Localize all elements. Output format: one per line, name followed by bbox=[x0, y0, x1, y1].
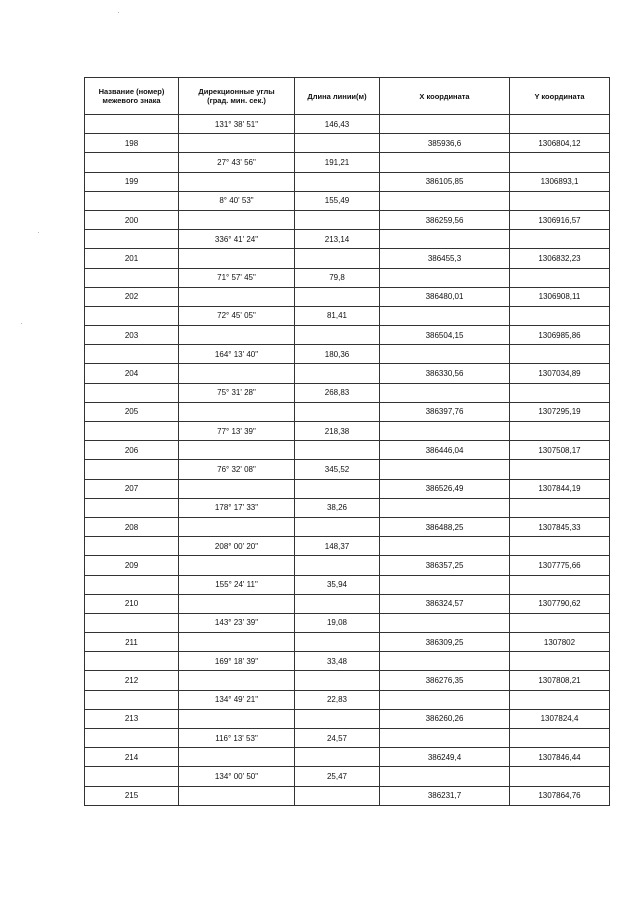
length-cell: 79,8 bbox=[295, 268, 380, 287]
length-cell bbox=[295, 748, 380, 767]
header-y-coordinate: Y координата bbox=[510, 78, 610, 115]
segment-row bbox=[85, 383, 610, 402]
angle-cell bbox=[179, 786, 295, 805]
point-name-cell: 208 bbox=[85, 517, 179, 536]
x-coordinate-cell: 386526,49 bbox=[380, 479, 510, 498]
angle-cell bbox=[179, 249, 295, 268]
scan-speck bbox=[118, 12, 119, 13]
x-coordinate-cell bbox=[380, 575, 510, 594]
x-coordinate-cell bbox=[380, 422, 510, 441]
length-cell bbox=[295, 249, 380, 268]
y-coordinate-cell bbox=[510, 115, 610, 134]
segment-row bbox=[85, 729, 610, 748]
x-coordinate-cell bbox=[380, 460, 510, 479]
x-coordinate-cell: 386504,15 bbox=[380, 326, 510, 345]
angle-cell: 169° 18' 39" bbox=[179, 652, 295, 671]
y-coordinate-cell: 1306916,57 bbox=[510, 210, 610, 229]
y-coordinate-cell bbox=[510, 729, 610, 748]
y-coordinate-cell: 1307802 bbox=[510, 633, 610, 652]
angle-cell: 27° 43' 56" bbox=[179, 153, 295, 172]
point-name-cell: 206 bbox=[85, 441, 179, 460]
segment-row bbox=[85, 115, 610, 134]
length-cell bbox=[295, 594, 380, 613]
y-coordinate-cell: 1307808,21 bbox=[510, 671, 610, 690]
x-coordinate-cell bbox=[380, 729, 510, 748]
point-name-cell bbox=[85, 498, 179, 517]
y-coordinate-cell: 1307864,76 bbox=[510, 786, 610, 805]
x-coordinate-cell bbox=[380, 498, 510, 517]
point-row bbox=[85, 479, 610, 498]
angle-cell bbox=[179, 210, 295, 229]
y-coordinate-cell bbox=[510, 422, 610, 441]
length-cell: 213,14 bbox=[295, 230, 380, 249]
x-coordinate-cell: 386231,7 bbox=[380, 786, 510, 805]
point-name-cell bbox=[85, 383, 179, 402]
y-coordinate-cell bbox=[510, 306, 610, 325]
length-cell bbox=[295, 786, 380, 805]
length-cell: 268,83 bbox=[295, 383, 380, 402]
length-cell: 81,41 bbox=[295, 306, 380, 325]
point-name-cell: 212 bbox=[85, 671, 179, 690]
angle-cell bbox=[179, 402, 295, 421]
y-coordinate-cell bbox=[510, 613, 610, 632]
point-name-cell: 204 bbox=[85, 364, 179, 383]
y-coordinate-cell bbox=[510, 537, 610, 556]
point-name-cell bbox=[85, 422, 179, 441]
angle-cell: 134° 49' 21" bbox=[179, 690, 295, 709]
y-coordinate-cell bbox=[510, 498, 610, 517]
y-coordinate-cell: 1307844,19 bbox=[510, 479, 610, 498]
angle-cell: 164° 13' 40" bbox=[179, 345, 295, 364]
segment-row bbox=[85, 613, 610, 632]
length-cell: 146,43 bbox=[295, 115, 380, 134]
point-row bbox=[85, 633, 610, 652]
segment-row bbox=[85, 345, 610, 364]
x-coordinate-cell: 386330,56 bbox=[380, 364, 510, 383]
angle-cell: 143° 23' 39" bbox=[179, 613, 295, 632]
angle-cell: 131° 38' 51" bbox=[179, 115, 295, 134]
length-cell bbox=[295, 556, 380, 575]
point-row bbox=[85, 210, 610, 229]
length-cell bbox=[295, 517, 380, 536]
length-cell: 19,08 bbox=[295, 613, 380, 632]
y-coordinate-cell: 1307846,44 bbox=[510, 748, 610, 767]
y-coordinate-cell bbox=[510, 460, 610, 479]
length-cell bbox=[295, 441, 380, 460]
x-coordinate-cell: 386259,56 bbox=[380, 210, 510, 229]
x-coordinate-cell bbox=[380, 767, 510, 786]
segment-row bbox=[85, 191, 610, 210]
angle-cell bbox=[179, 326, 295, 345]
angle-cell bbox=[179, 556, 295, 575]
length-cell: 148,37 bbox=[295, 537, 380, 556]
y-coordinate-cell bbox=[510, 268, 610, 287]
point-name-cell bbox=[85, 115, 179, 134]
y-coordinate-cell bbox=[510, 383, 610, 402]
angle-cell bbox=[179, 748, 295, 767]
angle-cell bbox=[179, 517, 295, 536]
point-name-cell: 199 bbox=[85, 172, 179, 191]
angle-cell bbox=[179, 594, 295, 613]
point-name-cell bbox=[85, 652, 179, 671]
point-name-cell: 211 bbox=[85, 633, 179, 652]
point-name-cell bbox=[85, 690, 179, 709]
segment-row bbox=[85, 498, 610, 517]
length-cell: 155,49 bbox=[295, 191, 380, 210]
point-row bbox=[85, 517, 610, 536]
table-body bbox=[85, 115, 610, 806]
x-coordinate-cell: 386249,4 bbox=[380, 748, 510, 767]
length-cell bbox=[295, 402, 380, 421]
header-x-coordinate: X координата bbox=[380, 78, 510, 115]
x-coordinate-cell bbox=[380, 268, 510, 287]
y-coordinate-cell bbox=[510, 767, 610, 786]
table-header-row bbox=[85, 78, 610, 115]
y-coordinate-cell: 1307790,62 bbox=[510, 594, 610, 613]
length-cell: 180,36 bbox=[295, 345, 380, 364]
point-row bbox=[85, 326, 610, 345]
point-name-cell bbox=[85, 306, 179, 325]
x-coordinate-cell: 386446,04 bbox=[380, 441, 510, 460]
scan-speck bbox=[38, 232, 39, 233]
point-row bbox=[85, 556, 610, 575]
angle-cell: 76° 32' 08" bbox=[179, 460, 295, 479]
y-coordinate-cell: 1306908,11 bbox=[510, 287, 610, 306]
y-coordinate-cell: 1307295,19 bbox=[510, 402, 610, 421]
angle-cell: 72° 45' 05" bbox=[179, 306, 295, 325]
segment-row bbox=[85, 690, 610, 709]
angle-cell: 8° 40' 53" bbox=[179, 191, 295, 210]
length-cell bbox=[295, 709, 380, 728]
length-cell bbox=[295, 134, 380, 153]
point-name-cell bbox=[85, 268, 179, 287]
x-coordinate-cell: 386105,85 bbox=[380, 172, 510, 191]
point-name-cell: 198 bbox=[85, 134, 179, 153]
length-cell bbox=[295, 326, 380, 345]
length-cell: 22,83 bbox=[295, 690, 380, 709]
segment-row bbox=[85, 460, 610, 479]
angle-cell bbox=[179, 364, 295, 383]
segment-row bbox=[85, 306, 610, 325]
point-name-cell: 202 bbox=[85, 287, 179, 306]
point-name-cell bbox=[85, 230, 179, 249]
length-cell bbox=[295, 479, 380, 498]
length-cell: 191,21 bbox=[295, 153, 380, 172]
header-direction-angle: Дирекционные углы (град. мин. сек.) bbox=[179, 78, 295, 115]
y-coordinate-cell bbox=[510, 652, 610, 671]
angle-cell bbox=[179, 709, 295, 728]
angle-cell: 71° 57' 45" bbox=[179, 268, 295, 287]
y-coordinate-cell bbox=[510, 345, 610, 364]
point-row bbox=[85, 748, 610, 767]
y-coordinate-cell: 1307845,33 bbox=[510, 517, 610, 536]
point-name-cell bbox=[85, 613, 179, 632]
point-row bbox=[85, 287, 610, 306]
angle-cell: 208° 00' 20" bbox=[179, 537, 295, 556]
y-coordinate-cell bbox=[510, 191, 610, 210]
angle-cell bbox=[179, 671, 295, 690]
x-coordinate-cell bbox=[380, 191, 510, 210]
x-coordinate-cell bbox=[380, 153, 510, 172]
boundary-coordinates-table bbox=[84, 77, 610, 806]
length-cell bbox=[295, 671, 380, 690]
point-row bbox=[85, 249, 610, 268]
header-point-name: Название (номер) межевого знака bbox=[85, 78, 179, 115]
y-coordinate-cell: 1306985,86 bbox=[510, 326, 610, 345]
length-cell: 38,26 bbox=[295, 498, 380, 517]
x-coordinate-cell bbox=[380, 613, 510, 632]
point-name-cell: 214 bbox=[85, 748, 179, 767]
point-name-cell: 205 bbox=[85, 402, 179, 421]
angle-cell bbox=[179, 134, 295, 153]
y-coordinate-cell: 1307775,66 bbox=[510, 556, 610, 575]
length-cell bbox=[295, 210, 380, 229]
x-coordinate-cell bbox=[380, 383, 510, 402]
x-coordinate-cell: 385936,6 bbox=[380, 134, 510, 153]
point-name-cell bbox=[85, 729, 179, 748]
x-coordinate-cell: 386480,01 bbox=[380, 287, 510, 306]
angle-cell: 336° 41' 24" bbox=[179, 230, 295, 249]
x-coordinate-cell bbox=[380, 345, 510, 364]
point-name-cell: 201 bbox=[85, 249, 179, 268]
length-cell: 24,57 bbox=[295, 729, 380, 748]
x-coordinate-cell bbox=[380, 690, 510, 709]
x-coordinate-cell: 386276,35 bbox=[380, 671, 510, 690]
angle-cell bbox=[179, 441, 295, 460]
length-cell bbox=[295, 172, 380, 191]
point-name-cell: 207 bbox=[85, 479, 179, 498]
angle-cell: 116° 13' 53" bbox=[179, 729, 295, 748]
point-name-cell bbox=[85, 345, 179, 364]
point-name-cell bbox=[85, 153, 179, 172]
point-name-cell bbox=[85, 191, 179, 210]
point-name-cell: 209 bbox=[85, 556, 179, 575]
segment-row bbox=[85, 230, 610, 249]
angle-cell bbox=[179, 479, 295, 498]
y-coordinate-cell bbox=[510, 230, 610, 249]
length-cell bbox=[295, 633, 380, 652]
point-row bbox=[85, 594, 610, 613]
x-coordinate-cell bbox=[380, 230, 510, 249]
point-name-cell: 210 bbox=[85, 594, 179, 613]
point-name-cell: 200 bbox=[85, 210, 179, 229]
point-name-cell: 215 bbox=[85, 786, 179, 805]
x-coordinate-cell: 386260,26 bbox=[380, 709, 510, 728]
x-coordinate-cell bbox=[380, 652, 510, 671]
y-coordinate-cell: 1307508,17 bbox=[510, 441, 610, 460]
x-coordinate-cell bbox=[380, 537, 510, 556]
angle-cell: 155° 24' 11" bbox=[179, 575, 295, 594]
y-coordinate-cell: 1306893,1 bbox=[510, 172, 610, 191]
point-name-cell: 203 bbox=[85, 326, 179, 345]
point-row bbox=[85, 364, 610, 383]
point-row bbox=[85, 441, 610, 460]
angle-cell: 178° 17' 33" bbox=[179, 498, 295, 517]
y-coordinate-cell: 1306804,12 bbox=[510, 134, 610, 153]
length-cell bbox=[295, 287, 380, 306]
point-name-cell bbox=[85, 575, 179, 594]
point-row bbox=[85, 172, 610, 191]
x-coordinate-cell: 386488,25 bbox=[380, 517, 510, 536]
length-cell: 218,38 bbox=[295, 422, 380, 441]
y-coordinate-cell: 1306832,23 bbox=[510, 249, 610, 268]
angle-cell bbox=[179, 287, 295, 306]
segment-row bbox=[85, 652, 610, 671]
segment-row bbox=[85, 767, 610, 786]
angle-cell bbox=[179, 172, 295, 191]
x-coordinate-cell bbox=[380, 115, 510, 134]
point-row bbox=[85, 402, 610, 421]
point-row bbox=[85, 134, 610, 153]
header-line-length: Длина линии(м) bbox=[295, 78, 380, 115]
x-coordinate-cell: 386455,3 bbox=[380, 249, 510, 268]
point-name-cell bbox=[85, 767, 179, 786]
length-cell bbox=[295, 364, 380, 383]
y-coordinate-cell bbox=[510, 690, 610, 709]
point-name-cell: 213 bbox=[85, 709, 179, 728]
angle-cell: 75° 31' 28" bbox=[179, 383, 295, 402]
angle-cell bbox=[179, 633, 295, 652]
scan-speck bbox=[21, 323, 22, 324]
segment-row bbox=[85, 422, 610, 441]
y-coordinate-cell: 1307824,4 bbox=[510, 709, 610, 728]
x-coordinate-cell: 386397,76 bbox=[380, 402, 510, 421]
x-coordinate-cell bbox=[380, 306, 510, 325]
length-cell: 345,52 bbox=[295, 460, 380, 479]
point-name-cell bbox=[85, 460, 179, 479]
angle-cell: 134° 00' 50" bbox=[179, 767, 295, 786]
segment-row bbox=[85, 537, 610, 556]
length-cell: 33,48 bbox=[295, 652, 380, 671]
y-coordinate-cell bbox=[510, 153, 610, 172]
point-row bbox=[85, 709, 610, 728]
point-row bbox=[85, 786, 610, 805]
segment-row bbox=[85, 268, 610, 287]
x-coordinate-cell: 386357,25 bbox=[380, 556, 510, 575]
length-cell: 35,94 bbox=[295, 575, 380, 594]
point-name-cell bbox=[85, 537, 179, 556]
length-cell: 25,47 bbox=[295, 767, 380, 786]
x-coordinate-cell: 386309,25 bbox=[380, 633, 510, 652]
point-row bbox=[85, 671, 610, 690]
y-coordinate-cell: 1307034,89 bbox=[510, 364, 610, 383]
x-coordinate-cell: 386324,57 bbox=[380, 594, 510, 613]
segment-row bbox=[85, 575, 610, 594]
segment-row bbox=[85, 153, 610, 172]
angle-cell: 77° 13' 39" bbox=[179, 422, 295, 441]
y-coordinate-cell bbox=[510, 575, 610, 594]
